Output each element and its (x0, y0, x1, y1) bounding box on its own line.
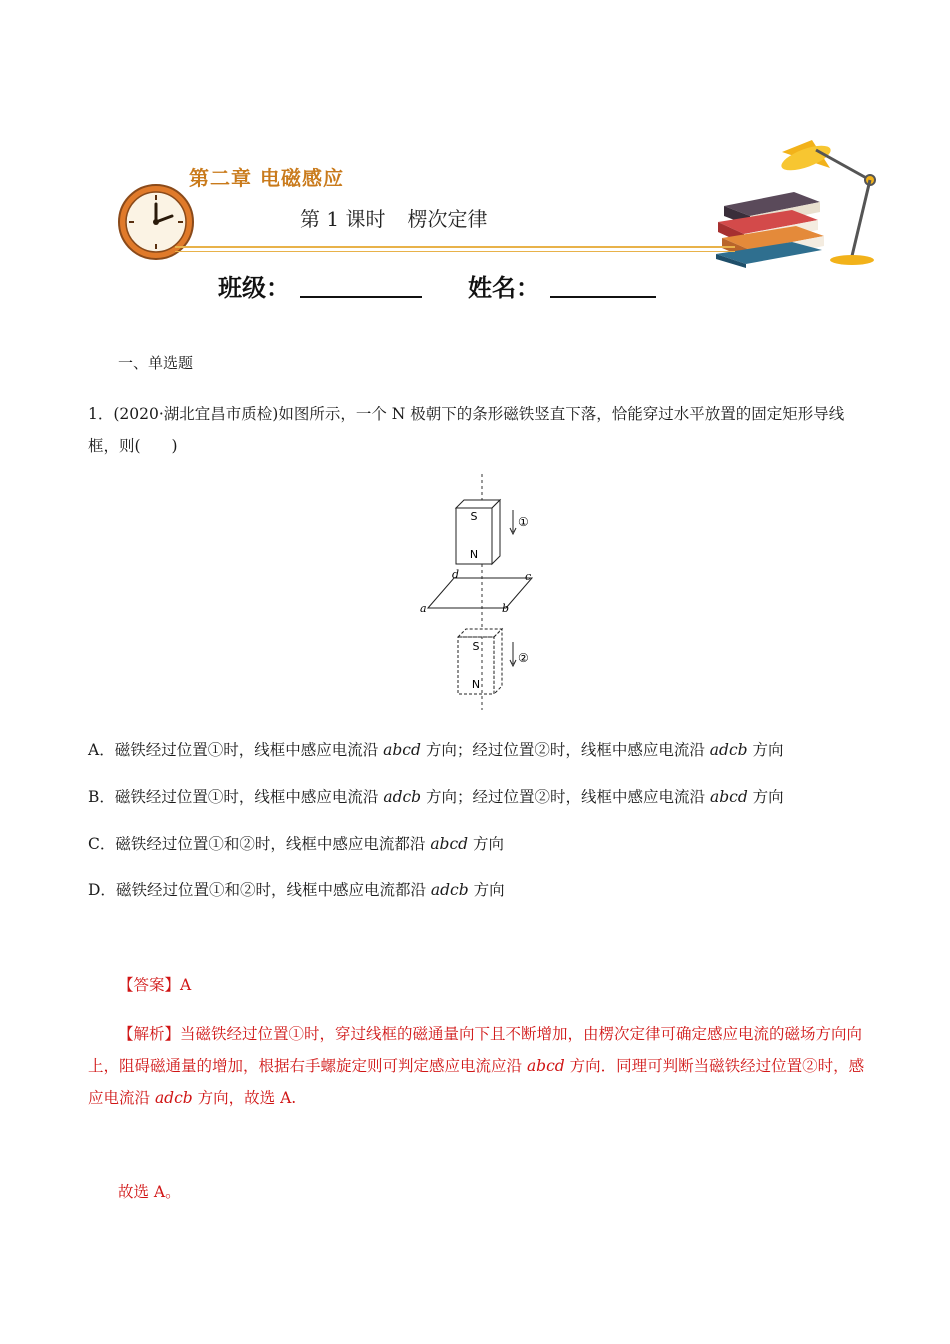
header-divider-thin (175, 251, 735, 252)
vertex-b: b (502, 602, 510, 615)
option-b-text2: 方向；经过位置②时，线框中感应电流沿 (421, 788, 710, 806)
name-label: 姓名： (468, 274, 540, 302)
option-d-text2: 方向 (468, 881, 505, 899)
analysis-text1: 当磁铁经过位置①时，穿过线框的磁通量向下且不断增加，由楞次定律可确定感应电流的磁场方向向上，阻碍磁通量的增加，根据右手螺旋定则可判定感应电流应沿 (88, 1025, 863, 1075)
option-c-var1: abcd (430, 835, 469, 853)
option-d-var1: adcb (430, 881, 469, 899)
analysis-var1: abcd (526, 1057, 565, 1075)
lesson-number: 第 1 课时 (300, 207, 386, 231)
option-a-var2: adcb (709, 741, 748, 759)
analysis-var2: adcb (154, 1089, 193, 1107)
vertex-d: d (452, 568, 460, 581)
magnet-s-label-1: S (470, 510, 478, 523)
option-b-var2: abcd (709, 788, 748, 806)
answer-line (118, 973, 191, 995)
analysis-text3: 方向，故选 A. (192, 1089, 297, 1107)
option-d-text: 磁铁经过位置①和②时，线框中感应电流都沿 (115, 881, 431, 899)
option-a-text3: 方向 (747, 741, 784, 759)
option-b-var1: adcb (383, 788, 422, 806)
class-label: 班级： (218, 274, 290, 302)
analysis-text2: 方向．同理可判断当磁铁经过位置②时，感应电流沿 (88, 1057, 865, 1107)
answer-label: 【答案】 (118, 976, 181, 994)
books-lamp-illustration (712, 122, 882, 268)
lesson-title (300, 203, 487, 232)
option-c-text: 磁铁经过位置①和②时，线框中感应电流都沿 (115, 835, 431, 853)
answer-value: A (180, 976, 192, 994)
option-b-text: 磁铁经过位置①时，线框中感应电流沿 (114, 788, 384, 806)
option-a-text2: 方向；经过位置②时，线框中感应电流沿 (420, 741, 710, 759)
name-blank[interactable] (550, 296, 656, 298)
option-c[interactable] (88, 832, 504, 854)
option-c-key: C． (88, 835, 116, 853)
option-b[interactable] (88, 785, 784, 807)
question-text: 1．(2020·湖北宜昌市质检)如图所示，一个 N 极朝下的条形磁铁竖直下落，恰能穿过水平放置的固定矩形导线框，则( ) (88, 405, 845, 455)
vertex-a: a (420, 602, 427, 615)
option-a-key: A． (88, 741, 115, 759)
class-blank[interactable] (300, 296, 422, 298)
option-b-key: B． (88, 788, 115, 806)
wire-frame (428, 578, 532, 608)
vertex-c: c (525, 570, 532, 583)
chapter-title: 第二章 电磁感应 (189, 166, 344, 190)
section-heading: 一、单选题 (118, 354, 194, 372)
analysis-paragraph (88, 1018, 866, 1114)
option-d[interactable] (88, 878, 505, 900)
option-a-var1: abcd (383, 741, 421, 759)
magnet-n-label-2: N (471, 678, 481, 691)
lesson-name: 楞次定律 (407, 207, 488, 231)
option-a-text: 磁铁经过位置①时，线框中感应电流沿 (114, 741, 384, 759)
option-d-key: D． (88, 881, 116, 899)
magnet-figure (412, 474, 542, 710)
position-1-label: ① (518, 515, 529, 529)
header-divider (175, 246, 735, 248)
option-c-text2: 方向 (468, 835, 505, 853)
magnet-s-label-2: S (472, 640, 480, 653)
final-answer: 故选 A。 (118, 1183, 181, 1201)
option-a[interactable] (88, 738, 784, 760)
analysis-label: 【解析】 (118, 1025, 181, 1043)
clock-icon (116, 182, 196, 262)
position-2-label: ② (518, 651, 529, 665)
option-b-text3: 方向 (747, 788, 784, 806)
magnet-n-label-1: N (469, 548, 479, 561)
